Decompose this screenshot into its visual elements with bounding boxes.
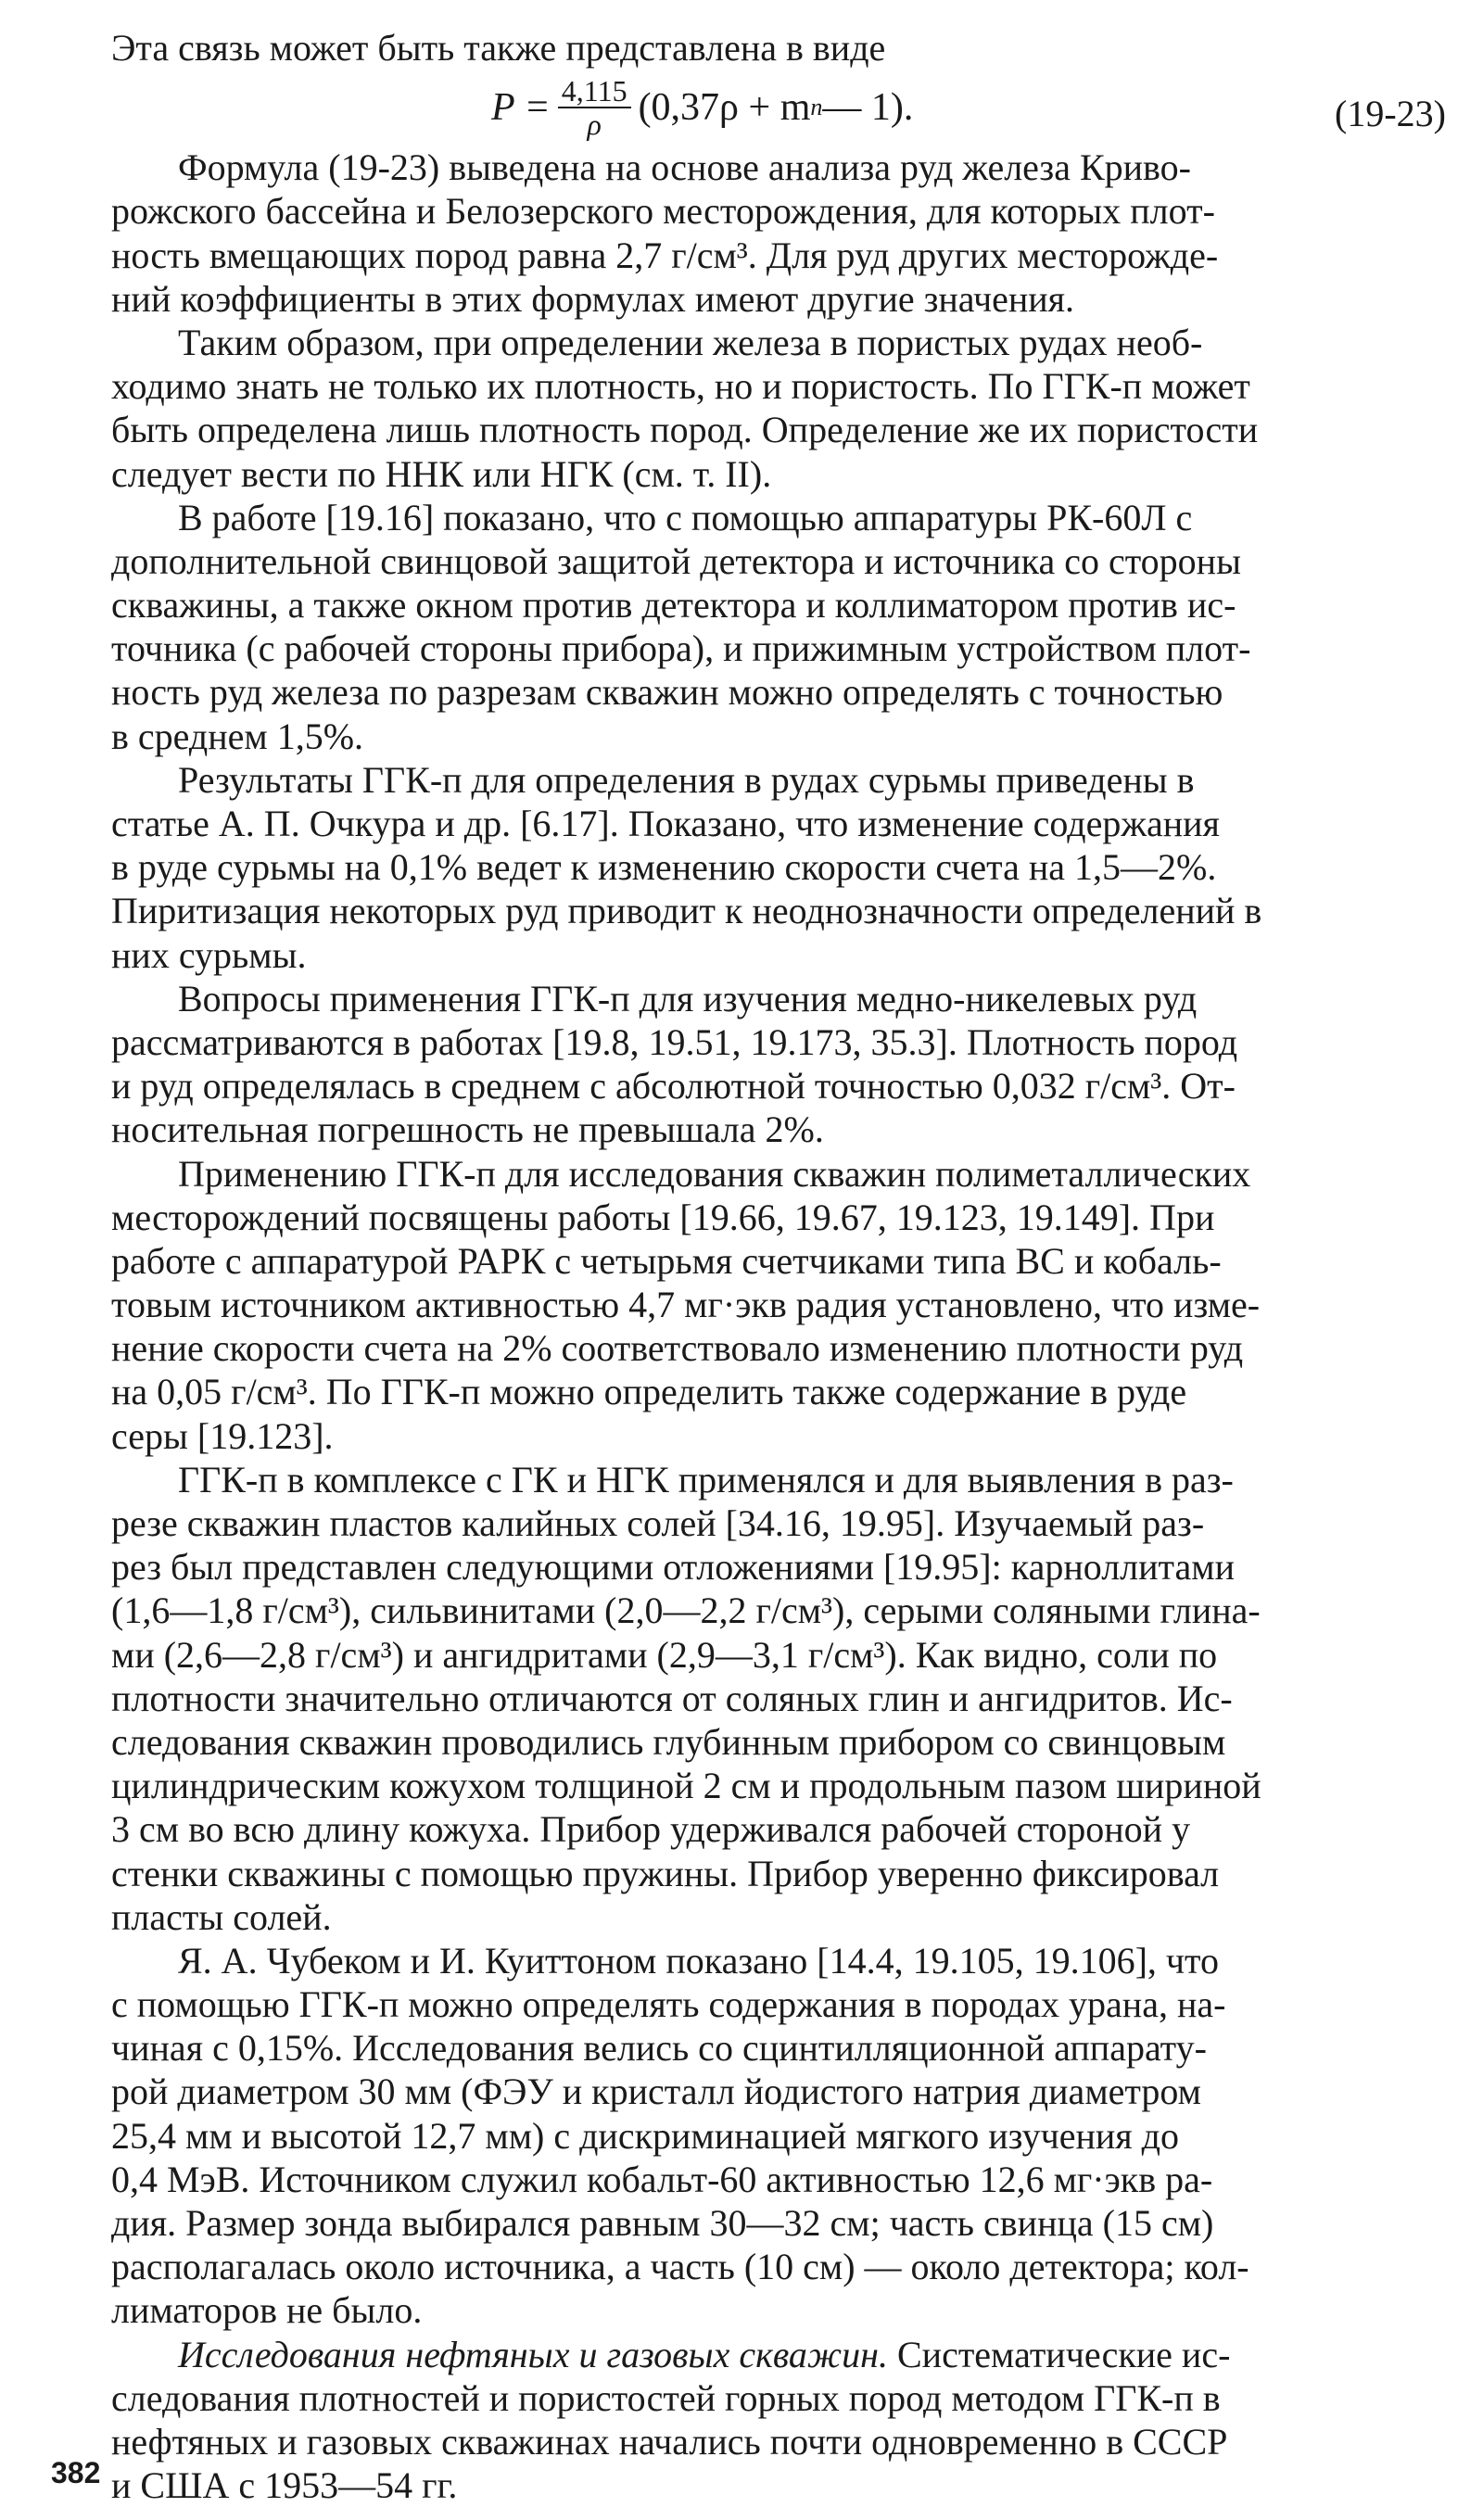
paragraph-line: Я. А. Чубеком и И. Куиттоном показано [14.4, 19.105, 19.106], что	[178, 1939, 1219, 1982]
paragraph-line: скважины, а также окном против детектора и коллиматором против ис-	[111, 584, 1236, 627]
paragraph-line: 3 см во всю длину кожуха. Прибор удерживался рабочей стороной у	[111, 1808, 1191, 1851]
last-paragraph	[111, 2333, 1446, 2508]
paragraph-line: Таким образом, при определении железа в пористых рудах необ-	[178, 321, 1203, 363]
formula-rest: (0,37ρ + m	[638, 86, 811, 130]
paragraph-line: ность руд железа по разрезам скважин можно определять с точностью	[111, 671, 1223, 714]
paragraph-line	[111, 2333, 1446, 2376]
paragraph-line: чиная с 0,15%. Исследования велись со сцинтилляционной аппарату-	[111, 2027, 1207, 2070]
paragraph-line: рассматриваются в работах [19.8, 19.51, 19.173, 35.3]. Плотность пород	[111, 1020, 1238, 1063]
paragraph	[111, 1152, 1446, 1458]
paragraph-line: ность вмещающих пород равна 2,7 г/см³. Для руд других месторожде-	[111, 234, 1219, 276]
paragraph-line: серы [19.123].	[111, 1414, 334, 1457]
paragraph	[111, 1458, 1446, 1939]
italic-heading: Исследования нефтяных и газовых скважин.	[178, 2333, 888, 2375]
paragraph-line: ГГК-п в комплексе с ГК и НГК применялся и для выявления в раз-	[178, 1458, 1234, 1501]
paragraph-line: нефтяных и газовых скважинах начались почти одновременно в СССР	[111, 2420, 1228, 2463]
paragraph-line: работе с аппаратурой РАРК с четырьмя счетчиками типа ВС и кобаль-	[111, 1239, 1222, 1282]
page-body	[111, 26, 1446, 2507]
paragraph-line: в руде сурьмы на 0,1% ведет к изменению скорости счета на 1,5—2%.	[111, 846, 1217, 889]
paragraph-line: них сурьмы.	[111, 933, 307, 976]
line-rest: Систематические ис-	[887, 2333, 1231, 2375]
paragraph-line: Применению ГГК-п для исследования скважин полиметаллических	[178, 1152, 1251, 1195]
formula-block	[111, 70, 1446, 146]
paragraph-line: ний коэффициенты в этих формулах имеют другие значения.	[111, 277, 1075, 320]
paragraph-line: ми (2,6—2,8 г/см³) и ангидритами (2,9—3,1 г/см³). Как видно, соли по	[111, 1633, 1218, 1676]
formula-tail: — 1).	[822, 86, 914, 130]
paragraph-line: нение скорости счета на 2% соответствовало изменению плотности руд	[111, 1327, 1244, 1370]
paragraph-line: Вопросы применения ГГК-п для изучения медно-никелевых руд	[178, 977, 1198, 1019]
paragraph-line: месторождений посвящены работы [19.66, 19.67, 19.123, 19.149]. При	[111, 1196, 1215, 1238]
paragraph-line: и США с 1953—54 гг.	[111, 2464, 458, 2507]
paragraph	[111, 496, 1446, 758]
paragraph-line: 0,4 МэВ. Источником служил кобальт-60 активностью 12,6 мг·экв ра-	[111, 2158, 1213, 2200]
paragraph-line: следует вести по ННК или НГК (см. т. II).	[111, 452, 772, 495]
formula-subscript: п	[810, 94, 823, 121]
paragraph-line: ходимо знать не только их плотность, но и пористость. По ГГК-п может	[111, 365, 1250, 408]
formula-lhs: P =	[491, 86, 551, 130]
paragraph-line: товым источником активностью 4,7 мг·экв радия установлено, что изме-	[111, 1284, 1261, 1326]
equation-number: (19-23)	[1335, 93, 1446, 135]
paragraph-line: следования плотностей и пористостей горных пород методом ГГК-п в	[111, 2376, 1221, 2419]
paragraph-line: плотности значительно отличаются от соляных глин и ангидритов. Ис-	[111, 1677, 1233, 1719]
paragraph-line: рожского бассейна и Белозерского месторождения, для которых плот-	[111, 190, 1215, 233]
paragraph-line: Пиритизация некоторых руд приводит к неоднозначности определений в	[111, 890, 1262, 932]
paragraph-line: рой диаметром 30 мм (ФЭУ и кристалл йодистого натрия диаметром	[111, 2070, 1201, 2113]
paragraph-line: статье А. П. Очкура и др. [6.17]. Показано, что изменение содержания	[111, 803, 1220, 844]
paragraph-line: точника (с рабочей стороны прибора), и прижимным устройством плот-	[111, 627, 1251, 670]
paragraph-line: 25,4 мм и высотой 12,7 мм) с дискриминацией мягкого изучения до	[111, 2114, 1180, 2157]
formula-fraction	[558, 75, 631, 140]
paragraph	[111, 758, 1446, 977]
paragraph-line: пласты солей.	[111, 1895, 332, 1938]
paragraph-line: носительная погрешность не превышала 2%.	[111, 1108, 824, 1151]
paragraph	[111, 1939, 1446, 2333]
formula	[491, 75, 913, 140]
paragraph-line: Формула (19-23) выведена на основе анализа руд железа Криво-	[178, 146, 1191, 189]
paragraph-line: следования скважин проводились глубинным прибором со свинцовым	[111, 1720, 1226, 1763]
paragraph	[111, 146, 1446, 321]
paragraph	[111, 321, 1446, 496]
page-number: 382	[51, 2456, 101, 2489]
paragraph-line: (1,6—1,8 г/см³), сильвинитами (2,0—2,2 г/см³), серыми соляными глина-	[111, 1589, 1261, 1632]
formula-numerator: 4,115	[558, 75, 631, 108]
paragraph-line: дия. Размер зонда выбирался равным 30—32 см; часть свинца (15 см)	[111, 2202, 1214, 2244]
paragraph-line: быть определена лишь плотность пород. Определение же их пористости	[111, 409, 1259, 451]
paragraph-line: рез был представлен следующими отложениями [19.95]: карноллитами	[111, 1546, 1235, 1589]
paragraph-line: в среднем 1,5%.	[111, 715, 364, 757]
paragraphs	[111, 146, 1446, 2332]
paragraph-line: с помощью ГГК-п можно определять содержания в породах урана, на-	[111, 1983, 1226, 2026]
paragraph-line: дополнительной свинцовой защитой детектора и источника со стороны	[111, 539, 1241, 582]
intro-line: Эта связь может быть также представлена в виде	[111, 27, 886, 69]
paragraph-line: резе скважин пластов калийных солей [34.16, 19.95]. Изучаемый раз-	[111, 1502, 1205, 1544]
paragraph-line: располагалась около источника, а часть (10 см) — около детектора; кол-	[111, 2246, 1249, 2288]
paragraph-line: В работе [19.16] показано, что с помощью аппаратуры РК-60Л с	[178, 496, 1193, 538]
paragraph	[111, 977, 1446, 1152]
paragraph-line: стенки скважины с помощью пружины. Прибор уверенно фиксировал	[111, 1852, 1220, 1894]
paragraph-line: Результаты ГГК-п для определения в рудах сурьмы приведены в	[178, 758, 1195, 801]
paragraph-line: и руд определялась в среднем с абсолютной точностью 0,032 г/см³. От-	[111, 1065, 1236, 1108]
paragraph-line: на 0,05 г/см³. По ГГК-п можно определить также содержание в руде	[111, 1371, 1187, 1413]
formula-denominator: ρ	[587, 108, 602, 142]
paragraph-line: цилиндрическим кожухом толщиной 2 см и продольным пазом шириной	[111, 1765, 1261, 1807]
paragraph-line: лиматоров не было.	[111, 2289, 423, 2332]
